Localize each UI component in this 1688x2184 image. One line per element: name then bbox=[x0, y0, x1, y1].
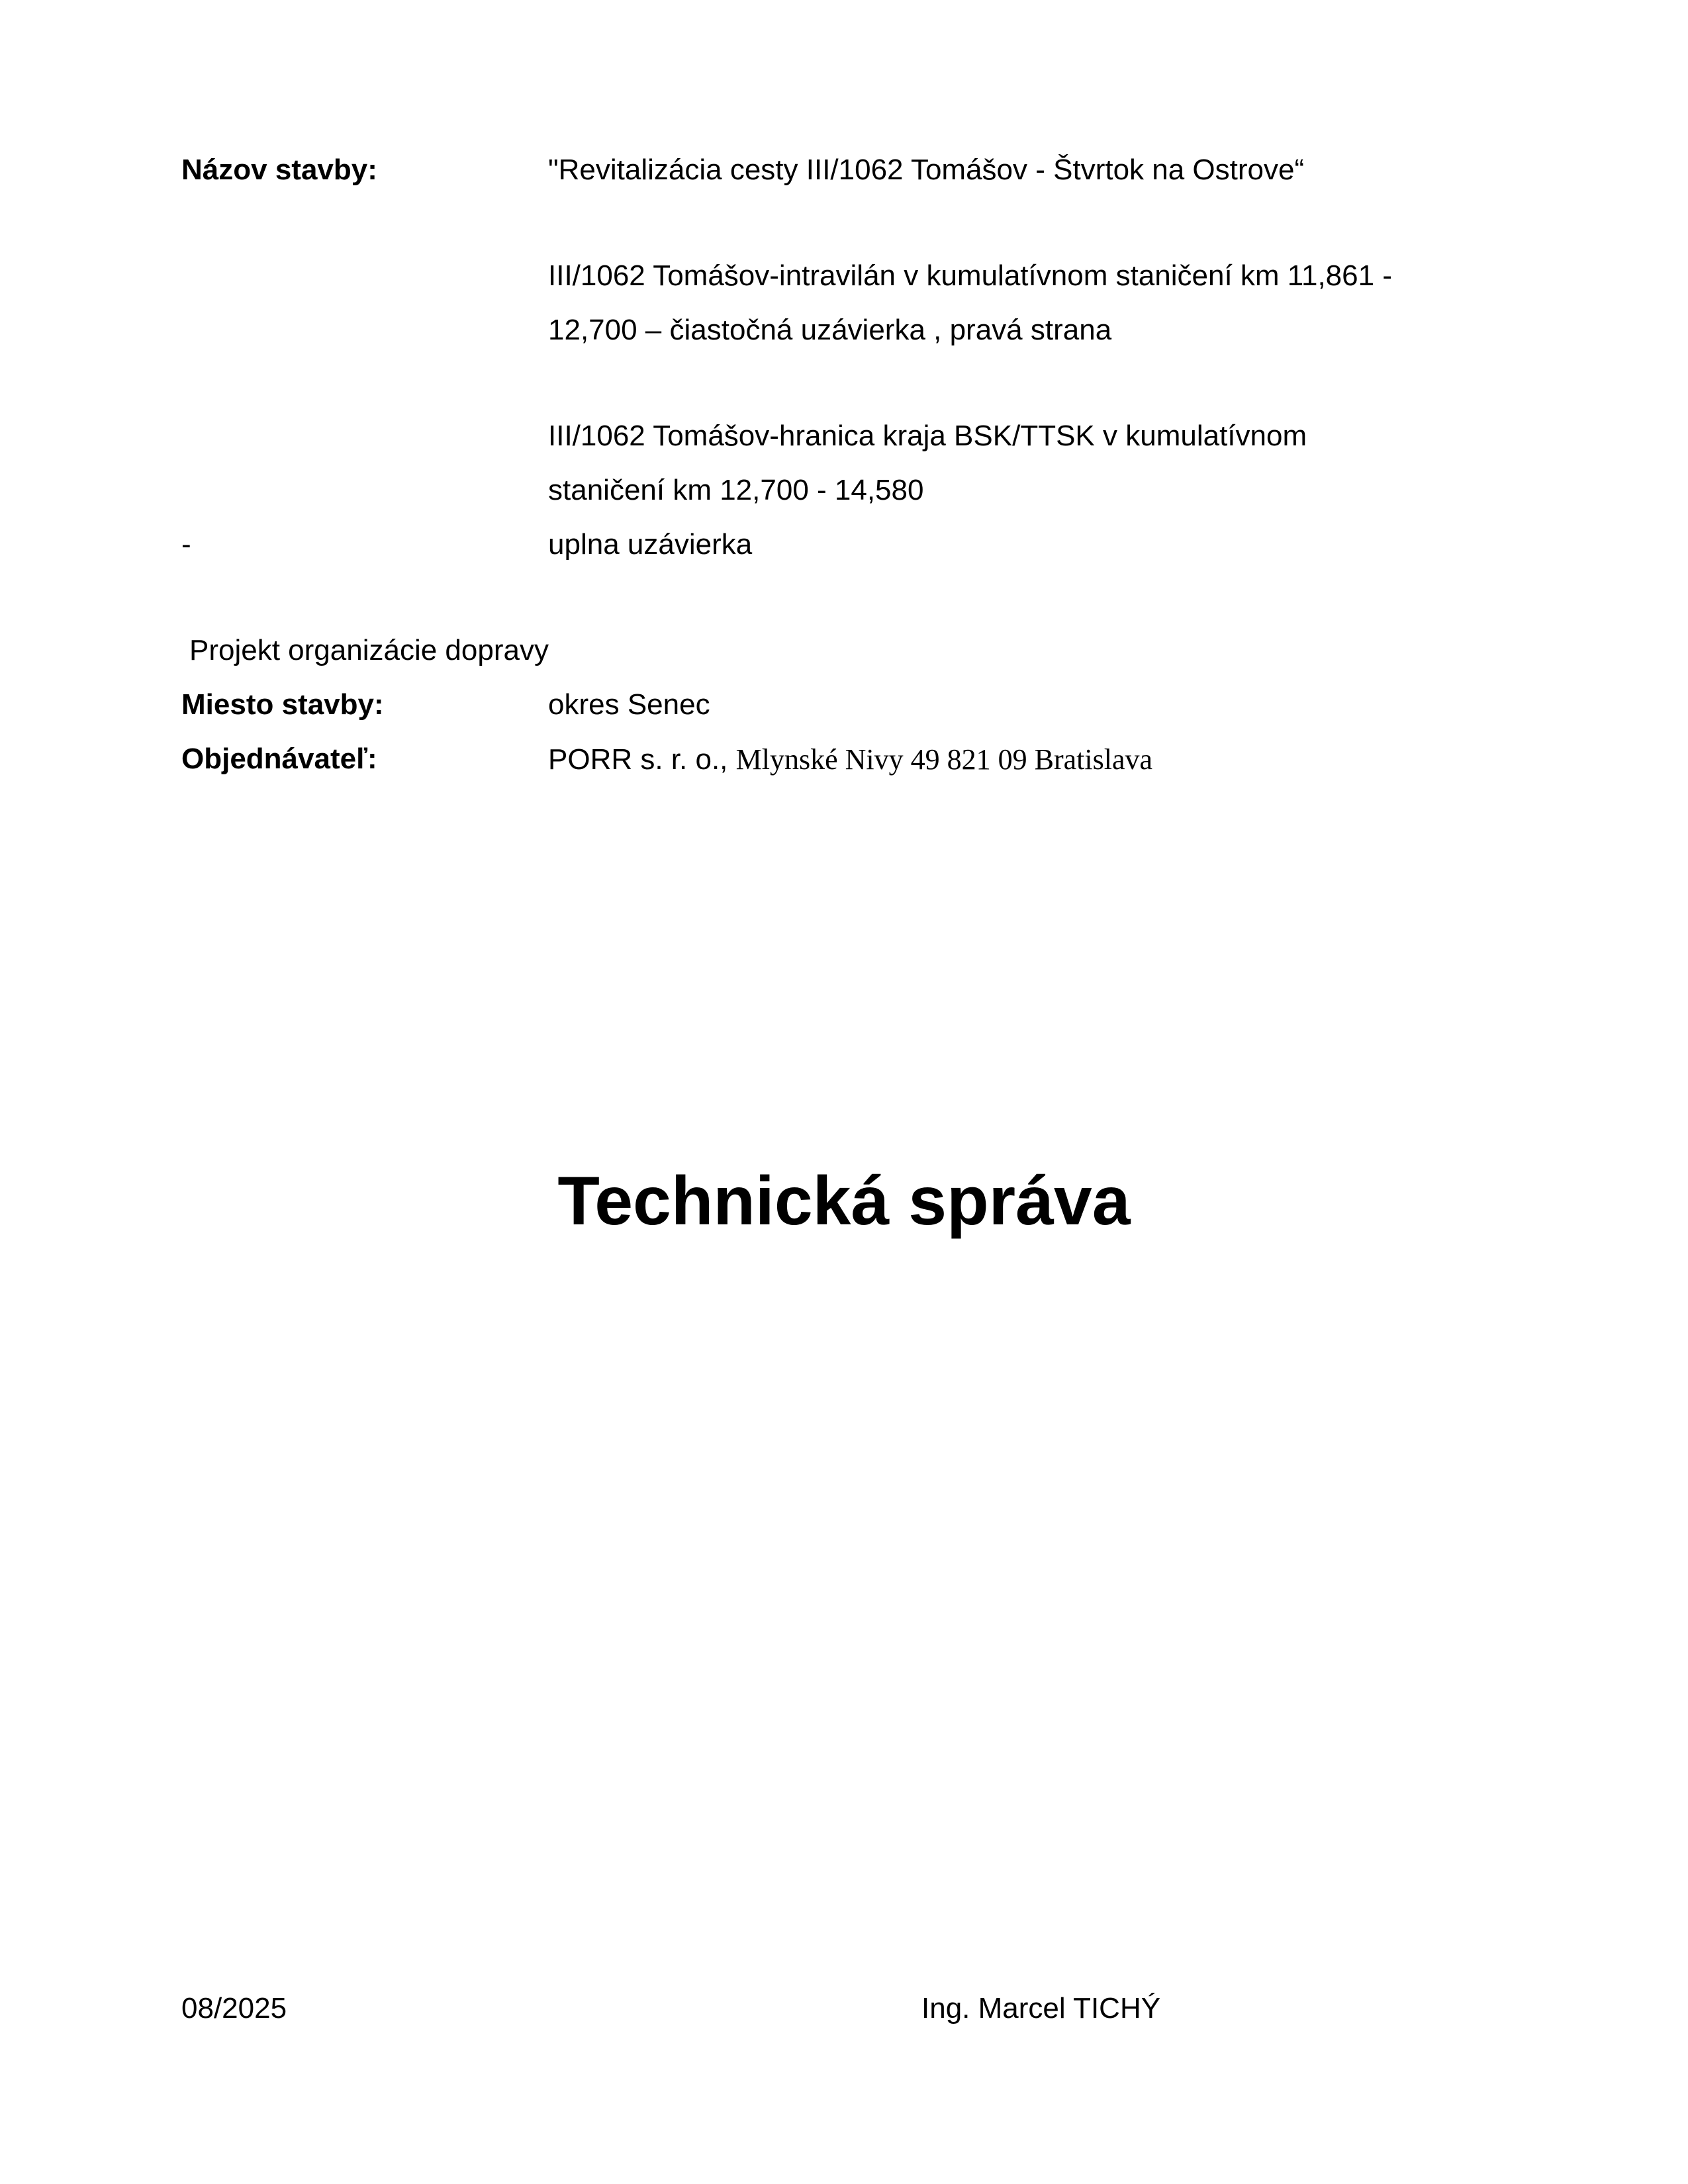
projekt-label: Projekt organizácie dopravy bbox=[189, 634, 549, 666]
section1-line2: 12,700 – čiastočná uzávierka , pravá strana bbox=[548, 314, 1112, 346]
section2-line3: uplna uzávierka bbox=[548, 528, 753, 561]
section2-line1: III/1062 Tomášov-hranica kraja BSK/TTSK v kumulatívnom bbox=[548, 420, 1307, 452]
miesto-stavby-value: okres Senec bbox=[548, 688, 710, 721]
miesto-stavby-label: Miesto stavby: bbox=[181, 688, 384, 721]
dash-marker: - bbox=[181, 528, 191, 561]
section1-line1: III/1062 Tomášov-intravilán v kumulatívnom staničení km 11,861 - bbox=[548, 259, 1392, 292]
objednavatel-company: PORR s. r. o., bbox=[548, 743, 728, 776]
objednavatel-value bbox=[548, 743, 1152, 776]
footer-author: Ing. Marcel TICHÝ bbox=[921, 1992, 1161, 2025]
nazov-stavby-label: Názov stavby: bbox=[181, 154, 377, 186]
footer-date: 08/2025 bbox=[181, 1992, 287, 2025]
document-title: Technická správa bbox=[557, 1163, 1131, 1240]
objednavatel-address: Mlynské Nivy 49 821 09 Bratislava bbox=[735, 743, 1153, 776]
section2-line2: staničení km 12,700 - 14,580 bbox=[548, 474, 924, 506]
objednavatel-label: Objednávateľ: bbox=[181, 743, 377, 775]
nazov-stavby-value: "Revitalizácia cesty III/1062 Tomášov - Štvrtok na Ostrove“ bbox=[548, 154, 1305, 186]
